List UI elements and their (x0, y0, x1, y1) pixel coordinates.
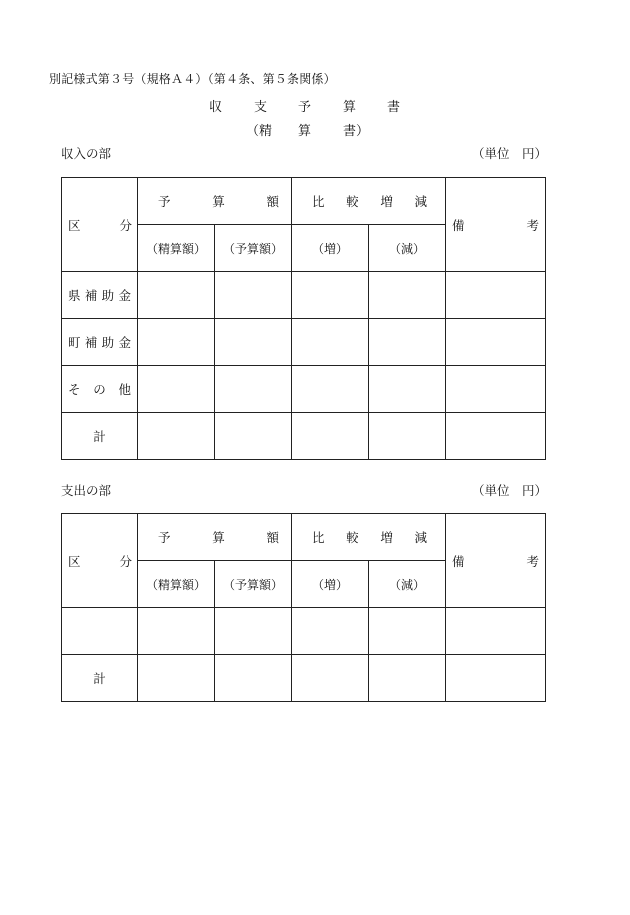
expense-section-label: 支出の部 (61, 483, 112, 498)
title-char: 書 (387, 100, 401, 115)
compare-char: 減 (414, 530, 427, 545)
row-label-char: 他 (118, 382, 131, 397)
increase-cell[interactable] (292, 608, 369, 655)
row-label-char: の (93, 382, 106, 397)
increase-header: （増） (292, 225, 369, 272)
planned-amount-cell[interactable] (215, 608, 292, 655)
bikou-char: 備 (452, 217, 465, 233)
bikou-char: 考 (526, 553, 540, 569)
planned-amount-header: （予算額） (215, 225, 292, 272)
budget-char: 額 (266, 530, 280, 545)
compare-char: 比 (312, 530, 325, 545)
settled-amount-header: （精算額） (138, 225, 215, 272)
increase-cell[interactable] (292, 319, 369, 366)
decrease-cell[interactable] (369, 272, 446, 319)
remarks-cell[interactable] (446, 366, 546, 413)
row-label[interactable] (62, 608, 138, 655)
settled-amount-cell[interactable] (138, 272, 215, 319)
row-label (62, 319, 138, 366)
increase-cell[interactable] (292, 413, 369, 460)
total-row (62, 655, 546, 702)
compare-char: 較 (346, 530, 359, 545)
planned-amount-cell[interactable] (215, 366, 292, 413)
row-label-char: 県 (68, 288, 81, 303)
kubun-header (62, 178, 138, 272)
table-row (62, 272, 546, 319)
compare-char: 較 (346, 194, 359, 209)
settled-amount-cell[interactable] (138, 413, 215, 460)
decrease-cell[interactable] (369, 608, 446, 655)
budget-char: 予 (158, 530, 171, 545)
row-label (62, 366, 138, 413)
row-label-char: 補 (84, 335, 98, 350)
row-label-char: 町 (68, 335, 81, 350)
form-identifier: 別記様式第３号（規格Ａ４）（第４条、第５条関係） (49, 72, 336, 86)
expense-table (61, 513, 546, 702)
settled-amount-header: （精算額） (138, 561, 215, 608)
table-row (62, 608, 546, 655)
row-label-char: 補 (84, 288, 98, 303)
remarks-cell[interactable] (446, 608, 546, 655)
decrease-cell[interactable] (369, 366, 446, 413)
settled-amount-cell[interactable] (138, 608, 215, 655)
income-table (61, 177, 546, 460)
kubun-char: 区 (68, 553, 81, 569)
title-char: 予 (298, 100, 312, 115)
bikou-char: 備 (452, 553, 465, 569)
decrease-cell[interactable] (369, 413, 446, 460)
title-char: 収 (209, 100, 223, 115)
decrease-header: （減） (369, 561, 446, 608)
subtitle-part: （精 (246, 124, 273, 139)
comparison-header (292, 178, 446, 225)
budget-char: 予 (158, 194, 171, 209)
income-section-label: 収入の部 (61, 146, 112, 161)
row-label-char: 助 (101, 335, 115, 350)
compare-char: 増 (380, 530, 393, 545)
remarks-cell[interactable] (446, 319, 546, 366)
settled-amount-cell[interactable] (138, 655, 215, 702)
planned-amount-header: （予算額） (215, 561, 292, 608)
remarks-cell[interactable] (446, 413, 546, 460)
title-char: 支 (254, 100, 268, 115)
budget-char: 算 (212, 194, 225, 209)
table-row (62, 319, 546, 366)
decrease-cell[interactable] (369, 319, 446, 366)
settled-amount-cell[interactable] (138, 319, 215, 366)
increase-cell[interactable] (292, 272, 369, 319)
comparison-header (292, 514, 446, 561)
increase-cell[interactable] (292, 655, 369, 702)
kubun-char: 分 (119, 217, 132, 233)
bikou-char: 考 (526, 217, 540, 233)
planned-amount-cell[interactable] (215, 655, 292, 702)
table-row (62, 366, 546, 413)
total-label: 計 (62, 655, 138, 702)
kubun-header (62, 514, 138, 608)
row-label-char: 金 (118, 335, 131, 350)
compare-char: 比 (312, 194, 325, 209)
row-label (62, 272, 138, 319)
remarks-cell[interactable] (446, 655, 546, 702)
row-label-char: 助 (101, 288, 115, 303)
compare-char: 増 (380, 194, 393, 209)
expense-unit-label: （単位 円） (472, 483, 548, 498)
row-label-char: そ (68, 382, 81, 397)
planned-amount-cell[interactable] (215, 413, 292, 460)
remarks-cell[interactable] (446, 272, 546, 319)
budget-char: 額 (266, 194, 280, 209)
subtitle-part: 算 (298, 124, 312, 139)
compare-char: 減 (414, 194, 427, 209)
decrease-header: （減） (369, 225, 446, 272)
budget-char: 算 (212, 530, 225, 545)
increase-header: （増） (292, 561, 369, 608)
increase-cell[interactable] (292, 366, 369, 413)
budget-header (138, 178, 292, 225)
budget-header (138, 514, 292, 561)
kubun-char: 区 (68, 217, 81, 233)
total-row (62, 413, 546, 460)
settled-amount-cell[interactable] (138, 366, 215, 413)
row-label-char: 金 (118, 288, 131, 303)
subtitle-part: 書） (343, 124, 370, 139)
decrease-cell[interactable] (369, 655, 446, 702)
income-unit-label: （単位 円） (472, 146, 548, 161)
total-label: 計 (62, 413, 138, 460)
kubun-char: 分 (119, 553, 132, 569)
title-char: 算 (343, 100, 357, 115)
remarks-header (446, 514, 546, 608)
planned-amount-cell[interactable] (215, 272, 292, 319)
remarks-header (446, 178, 546, 272)
planned-amount-cell[interactable] (215, 319, 292, 366)
